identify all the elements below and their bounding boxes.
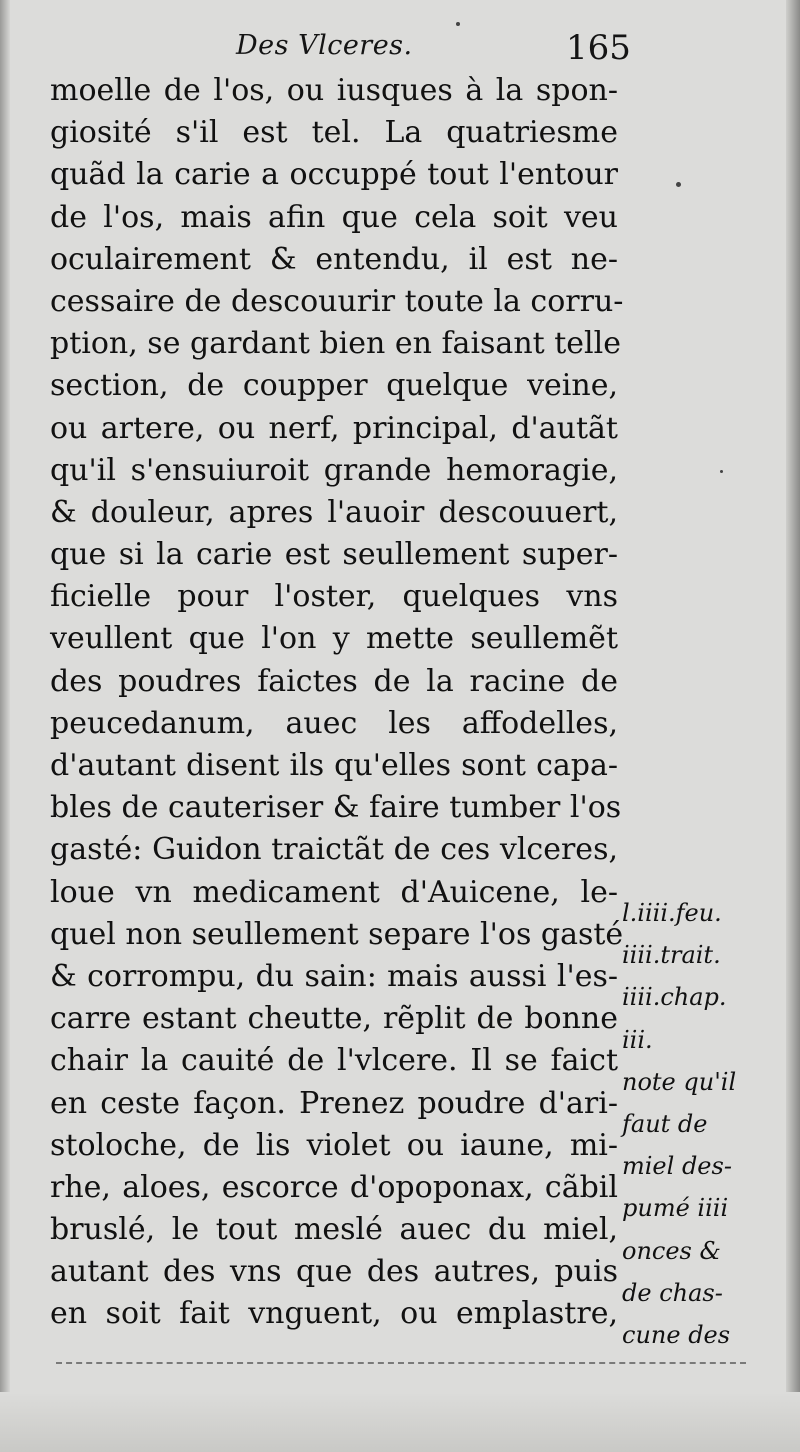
text-line: & corrompu, du sain: mais aussi l'es- <box>50 958 618 994</box>
margin-notes <box>622 892 762 1356</box>
body-text <box>50 70 624 1336</box>
text-line: ou artere, ou nerf, principal, d'autãt <box>50 410 618 446</box>
margin-note: de chas- <box>622 1278 723 1307</box>
paper-speck <box>676 182 681 187</box>
page-number: 165 <box>566 28 631 68</box>
text-line: en ceste façon. Prenez poudre d'ari- <box>50 1085 618 1121</box>
text-line: moelle de l'os, ou iusques à la spon- <box>50 73 618 108</box>
margin-note: iiii.chap. <box>622 983 727 1012</box>
margin-note: l.iiii.feu. <box>622 899 722 927</box>
text-line: autant des vns que des autres, puis <box>50 1254 618 1290</box>
margin-note: faut de <box>622 1109 708 1138</box>
text-line: gasté: Guidon traictãt de ces vlceres, <box>50 832 618 868</box>
bottom-rule <box>56 1362 746 1364</box>
page-gutter-shadow <box>0 0 10 1452</box>
text-line: de l'os, mais afin que cela soit veu <box>50 199 618 235</box>
text-line: bruslé, le tout meslé auec du miel, <box>50 1212 618 1248</box>
margin-note: onces & <box>622 1236 721 1265</box>
text-line: loue vn medicament d'Auicene, le- <box>50 874 618 910</box>
text-line: & douleur, apres l'auoir descouuert, <box>50 494 618 530</box>
text-line: section, de coupper quelque veine, <box>50 368 618 404</box>
text-line: ption, se gardant bien en faisant telle <box>50 326 621 362</box>
margin-note: pumé iiii <box>622 1194 729 1223</box>
text-line: peucedanum, auec les affodelles, <box>50 705 618 741</box>
page-edge-shadow <box>786 0 800 1452</box>
text-line: quãd la carie a occuppé tout l'entour <box>50 157 618 193</box>
text-line: rhe, aloes, escorce d'opoponax, cãbil <box>50 1169 618 1205</box>
text-line: qu'il s'ensuiuroit grande hemoragie, <box>50 452 618 488</box>
margin-note: iii. <box>622 1025 653 1054</box>
text-line: quel non seullement separe l'os gasté <box>50 916 624 952</box>
text-line: stoloche, de lis violet ou iaune, mi- <box>50 1127 618 1163</box>
text-line: d'autant disent ils qu'elles sont capa- <box>50 748 618 783</box>
margin-note: miel des- <box>622 1152 732 1181</box>
paper-speck <box>456 22 460 26</box>
text-line: que si la carie est seullement super- <box>50 537 618 573</box>
text-line: chair la cauité de l'vlcere. Il se faict <box>50 1043 618 1079</box>
text-line: carre estant cheutte, rẽplit de bonne <box>50 1001 618 1037</box>
text-line: cessaire de descouurir toute la corru- <box>50 283 624 319</box>
paper-speck <box>720 470 723 473</box>
margin-note: note qu'il <box>622 1067 737 1096</box>
page-bottom-tone <box>0 1392 800 1452</box>
margin-note: iiii.trait. <box>622 941 721 970</box>
text-line: oculairement & entendu, il est ne- <box>50 241 618 277</box>
text-line: giosité s'il est tel. La quatriesme <box>50 115 618 151</box>
text-line: ficielle pour l'oster, quelques vns <box>50 579 618 615</box>
text-line: en soit fait vnguent, ou emplastre, <box>50 1296 618 1332</box>
margin-note: cune des <box>622 1320 731 1349</box>
text-line: des poudres faictes de la racine de <box>50 663 618 699</box>
running-head: Des Vlceres. <box>236 30 413 61</box>
text-line: bles de cauteriser & faire tumber l'os <box>50 790 622 826</box>
text-line: veullent que l'on y mette seullemẽt <box>50 621 618 657</box>
